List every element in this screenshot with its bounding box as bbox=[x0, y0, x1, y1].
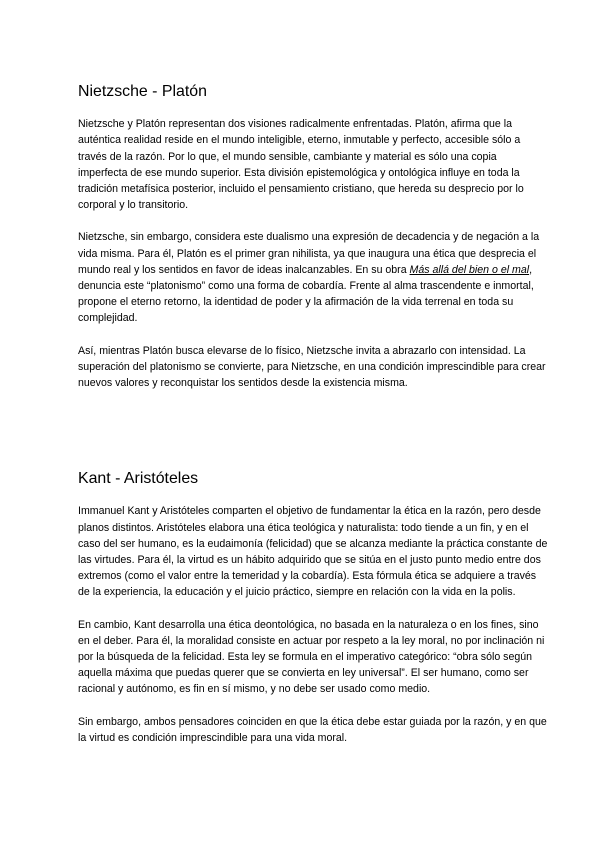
section-title-nietzsche-platon: Nietzsche - Platón bbox=[78, 83, 207, 100]
book-title: Más allá del bien o el mal bbox=[409, 263, 530, 276]
paragraph: Immanuel Kant y Aristóteles comparten el objetivo de fundamentar la ética en la razón, pero desde planos distintos. Aristóteles elabora una ética teológica y naturalista: todo tiende a un fin, y en el caso del ser humano, es la eudaimonía (felicidad) que se alcanza mediante la práctica constante de las virtudes. Para él, la virtud es un hábito adquirido que se sitúa en el justo punto medio entre dos extremos (como el valor entre la temeridad y la cobardía). Esta fórmula ética se adquiere a través de la experiencia, la educación y el juicio práctico, siempre en relación con la vida en la polis. bbox=[78, 505, 548, 599]
section-title-kant-aristoteles: Kant - Aristóteles bbox=[78, 470, 199, 488]
document-body bbox=[78, 84, 548, 746]
paragraph-text: , denuncia este “platonismo” como una forma de cobardía. Frente al alma trascendente e inmortal, propone el eterno retorno, la identidad de poder y la afirmación de la vida terrenal en toda su complejidad. bbox=[78, 263, 534, 325]
paragraph: Nietzsche y Platón representan dos visiones radicalmente enfrentadas. Platón, afirma que la auténtica realidad reside en el mundo inteligible, eterno, inmutable y perfecto, accesible sólo a través de la razón. Por lo que, el mundo sensible, cambiante y material es sólo una copia imperfecta de ese mundo superior. Esta división epistemológica y ontológica influye en toda la tradición metafísica posterior, incluido el pensamiento cristiano, que hereda su desprecio por lo corporal y lo transitorio. bbox=[78, 118, 524, 212]
paragraph: Sin embargo, ambos pensadores coinciden en que la ética debe estar guiada por la razón, y en que la virtud es condición imprescindible para una vida moral. bbox=[78, 715, 547, 744]
paragraph: En cambio, Kant desarrolla una ética deontológica, no basada en la naturaleza o en los fines, sino en el deber. Para él, la moralidad consiste en actuar por respeto a la ley moral, no por inclinación ni por la búsqueda de la felicidad. Esta ley se formula en el imperativo categórico: “obra sólo según aquella máxima que puedas querer que se convierta en ley universal”. El ser humano, como ser racional y autónomo, es fin en sí mismo, y no debe ser usado como medio. bbox=[78, 618, 545, 696]
paragraph bbox=[78, 229, 548, 326]
paragraph: Así, mientras Platón busca elevarse de lo físico, Nietzsche invita a abrazarlo con intensidad. La superación del platonismo se convierte, para Nietzsche, en una condición imprescindible para crear nuevos valores y reconquistar los sentidos desde la existencia misma. bbox=[78, 344, 546, 390]
paragraph-text: Nietzsche, sin embargo, considera este dualismo una expresión de decadencia y de negación a la vida misma. Para él, Platón es el primer gran nihilista, ya que inaugura una ética que desprecia el mundo real y los sentidos en favor de ideas inalcanzables. En su obra bbox=[78, 231, 540, 276]
